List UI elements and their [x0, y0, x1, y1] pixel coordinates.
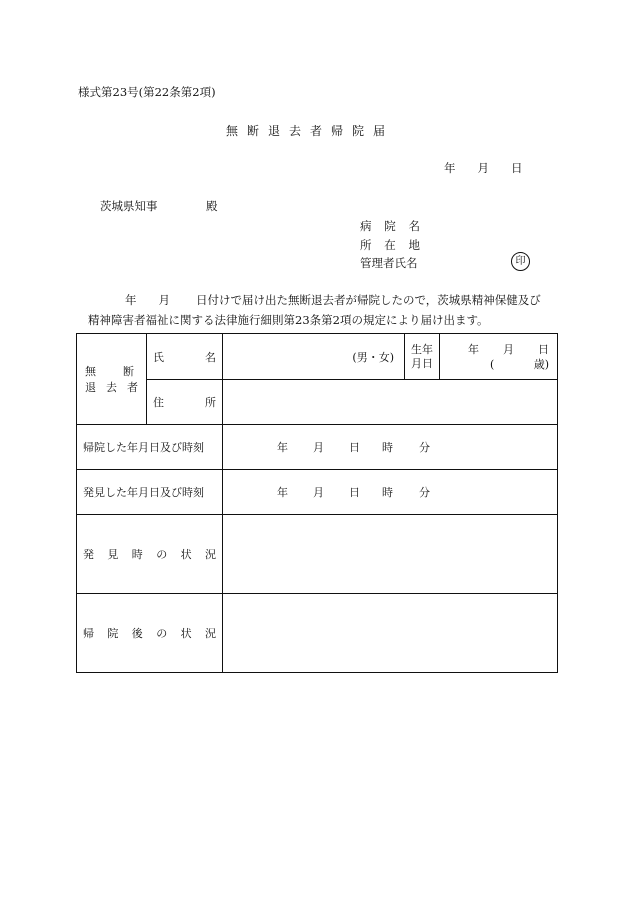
birth-month-unit: 月 — [503, 342, 514, 356]
group-label-line-1: 無断 — [85, 365, 134, 378]
age-close: 歳) — [533, 357, 549, 371]
found-hour-unit: 時 — [382, 486, 393, 499]
found-year-unit: 年 — [277, 486, 288, 499]
return-year-unit: 年 — [277, 441, 288, 454]
found-month-unit: 月 — [313, 486, 324, 499]
address-label-cell — [147, 380, 223, 425]
body-text-line-2: 精神障害者福祉に関する法律施行細則第23条第2項の規定により届け出ます。 — [88, 313, 489, 327]
birth-label-2: 月日 — [411, 356, 433, 370]
birth-date-field[interactable] — [440, 334, 558, 380]
absconder-group-label — [77, 334, 147, 425]
name-label: 氏名 — [153, 350, 216, 364]
birth-label-1: 生年 — [411, 342, 433, 356]
body-rest: 日付けで届け出た無断退去者が帰院したので，茨城県精神保健及び — [196, 293, 541, 307]
address-field[interactable] — [223, 380, 558, 425]
return-minute-unit: 分 — [419, 441, 430, 454]
after-return-field[interactable] — [223, 594, 558, 673]
submitter-fields — [360, 217, 420, 273]
return-datetime-field[interactable] — [223, 425, 558, 470]
date-day-label: 日 — [511, 161, 523, 175]
body-month: 月 — [158, 293, 170, 307]
return-datetime-label-cell — [77, 425, 223, 470]
age-open: ( — [490, 357, 495, 371]
birth-day-unit: 日 — [538, 342, 549, 356]
form-number: 様式第23号(第22条第2項) — [78, 85, 216, 99]
manager-name-label: 管理者氏名 — [360, 256, 418, 270]
found-day-unit: 日 — [349, 486, 360, 499]
return-day-unit: 日 — [349, 441, 360, 454]
date-month-label: 月 — [477, 161, 489, 175]
found-datetime-label: 発見した年月日及び時刻 — [83, 486, 204, 499]
return-report-table — [76, 333, 558, 673]
return-month-unit: 月 — [313, 441, 324, 454]
found-condition-label-cell — [77, 515, 223, 594]
found-condition-field[interactable] — [223, 515, 558, 594]
found-datetime-label-cell — [77, 470, 223, 515]
sex-option[interactable]: (男・女) — [352, 350, 394, 364]
body-year: 年 — [125, 293, 137, 307]
addressee-honorific: 殿 — [206, 199, 218, 213]
address-label: 住所 — [153, 396, 216, 409]
found-condition-label: 発見時の状況 — [83, 548, 216, 561]
group-label-line-2: 退去者 — [85, 381, 138, 394]
submission-date — [444, 160, 523, 176]
birth-label-cell — [405, 334, 440, 380]
after-return-label-cell — [77, 594, 223, 673]
seal-mark: 印 — [511, 252, 530, 271]
addressee-name: 茨城県知事 — [100, 199, 158, 213]
found-datetime-field[interactable] — [223, 470, 558, 515]
return-hour-unit: 時 — [382, 441, 393, 454]
date-year-label: 年 — [444, 161, 456, 175]
name-field[interactable] — [223, 334, 405, 380]
birth-year-unit: 年 — [468, 342, 479, 356]
after-return-label: 帰院後の状況 — [83, 627, 216, 640]
body-text-line-1 — [125, 292, 541, 308]
document-title: 無断退去者帰院届 — [226, 124, 395, 138]
name-label-cell — [147, 334, 223, 380]
hospital-name-label: 病院名 — [360, 219, 420, 233]
location-label: 所在地 — [360, 237, 420, 252]
return-datetime-label: 帰院した年月日及び時刻 — [83, 441, 204, 454]
found-minute-unit: 分 — [419, 486, 430, 499]
